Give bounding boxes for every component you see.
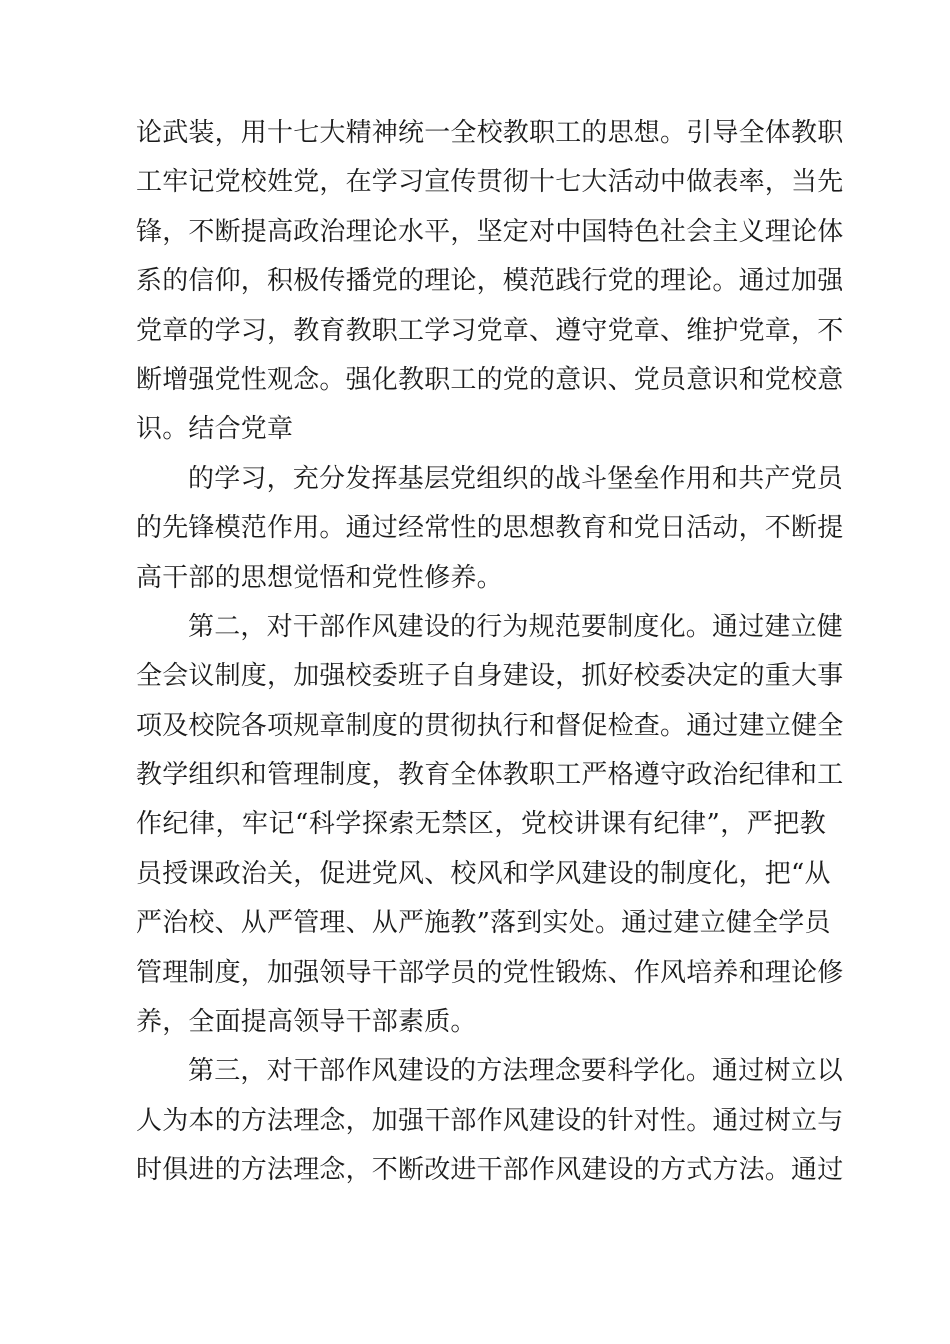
text-line: 员授课政治关，促进党风、校风和学风建设的制度化，把“从: [136, 858, 831, 889]
text-line: 系的信仰，积极传播党的理论，模范践行党的理论。通过加强: [136, 266, 844, 297]
text-line: 断增强党性观念。强化教职工的党的意识、党员意识和党校意: [136, 364, 844, 395]
text-line: 的先锋模范作用。通过经常性的思想教育和党日活动，不断提: [136, 513, 844, 544]
text-line: 教学组织和管理制度，教育全体教职工严格遵守政治纪律和工: [136, 760, 844, 791]
text-line: 全会议制度，加强校委班子自身建设，抓好校委决定的重大事: [136, 661, 844, 692]
paragraph: [136, 109, 844, 455]
text-line: 作纪律，牢记“科学探索无禁区，党校讲课有纪律”，严把教: [136, 809, 826, 840]
text-line: 识。结合党章: [136, 414, 294, 445]
text-line: 严治校、从严管理、从严施教”落到实处。通过建立健全学员: [136, 908, 831, 939]
paragraph: [136, 1047, 844, 1195]
document-body: [136, 109, 844, 1196]
paragraph: [136, 603, 844, 1048]
text-line: 的学习，充分发挥基层党组织的战斗堡垒作用和共产党员: [188, 463, 844, 494]
text-line: 管理制度，加强领导干部学员的党性锻炼、作风培养和理论修: [136, 957, 844, 988]
text-line: 高干部的思想觉悟和党性修养。: [136, 562, 503, 593]
text-line: 论武装，用十七大精神统一全校教职工的思想。引导全体教职: [136, 118, 844, 148]
text-line: 养，全面提高领导干部素质。: [136, 1007, 477, 1038]
text-line: 时俱进的方法理念，不断改进干部作风建设的方式方法。通过: [136, 1155, 844, 1186]
text-line: 第三，对干部作风建设的方法理念要科学化。通过树立以: [188, 1056, 844, 1087]
text-line: 锋，不断提高政治理论水平，坚定对中国特色社会主义理论体: [136, 216, 844, 247]
text-line: 党章的学习，教育教职工学习党章、遵守党章、维护党章，不: [136, 315, 844, 346]
paragraph: [136, 455, 844, 603]
text-line: 项及校院各项规章制度的贯彻执行和督促检查。通过建立健全: [136, 710, 844, 741]
text-line: 第二，对干部作风建设的行为规范要制度化。通过建立健: [188, 611, 844, 642]
text-line: 工牢记党校姓党，在学习宣传贯彻十七大活动中做表率，当先: [136, 167, 844, 198]
text-line: 人为本的方法理念，加强干部作风建设的针对性。通过树立与: [136, 1105, 844, 1136]
